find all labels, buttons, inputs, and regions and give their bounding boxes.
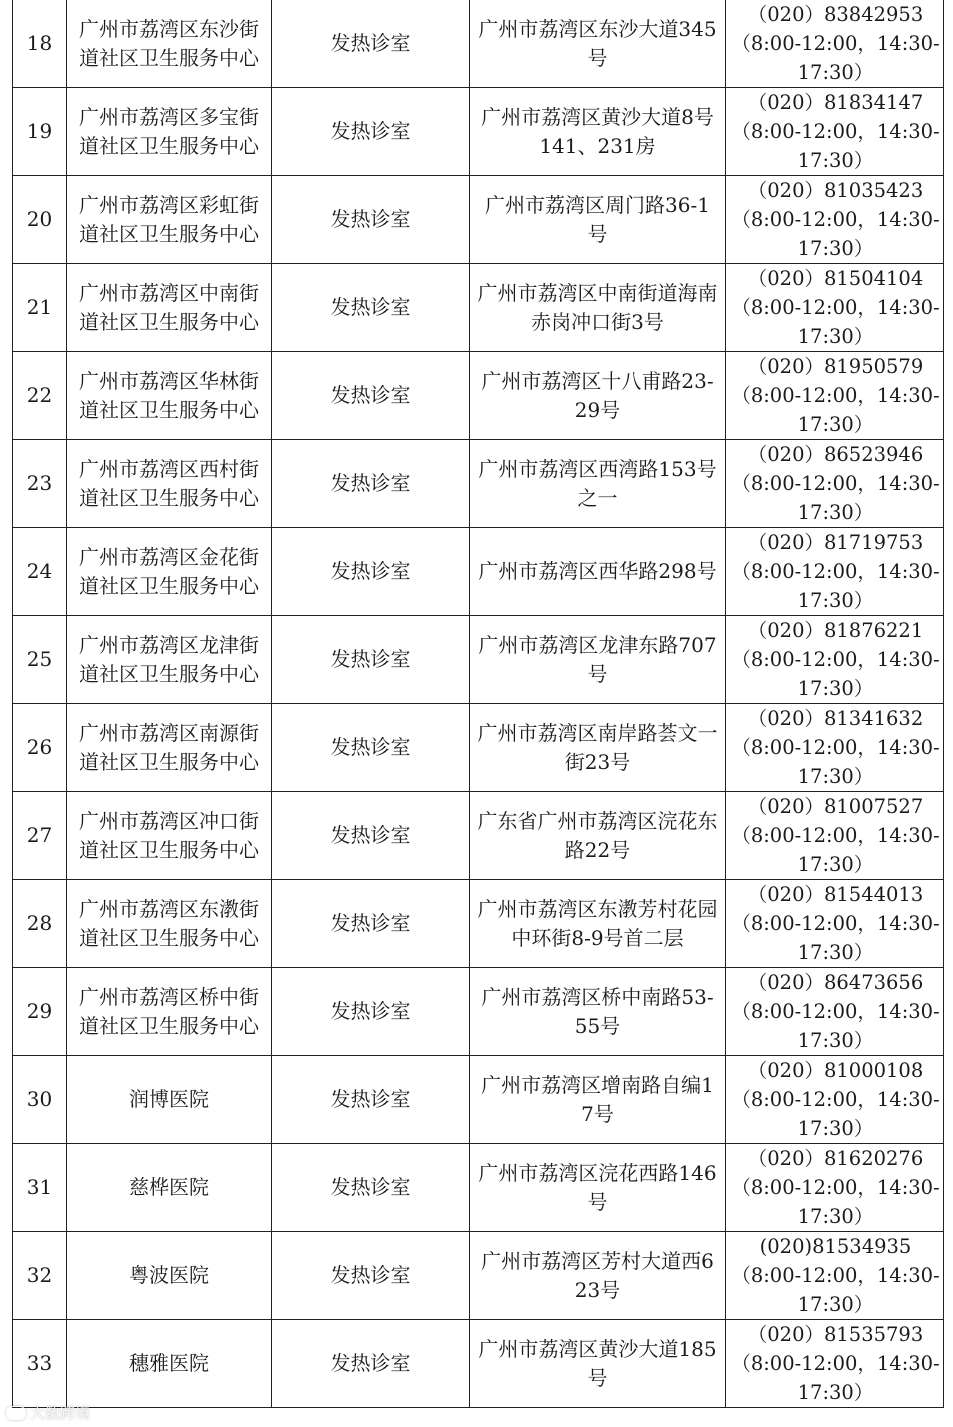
contact-cell bbox=[726, 264, 944, 352]
facility-address-cell bbox=[470, 704, 726, 792]
clinic-type-cell bbox=[272, 176, 470, 264]
camera-logo-icon bbox=[6, 1406, 26, 1420]
facility-address: 广州市荔湾区黄沙大道185号 bbox=[478, 1336, 717, 1390]
facility-address-cell bbox=[470, 1320, 726, 1408]
clinic-type-cell bbox=[272, 968, 470, 1056]
row-number-cell bbox=[13, 880, 67, 968]
clinic-type: 发热诊室 bbox=[330, 471, 411, 495]
clinic-type-cell bbox=[272, 352, 470, 440]
table-row bbox=[13, 968, 944, 1056]
facility-address: 广州市荔湾区东沙大道345号 bbox=[478, 16, 717, 70]
clinic-type-cell bbox=[272, 440, 470, 528]
facility-address: 广州市荔湾区中南街道海南赤岗冲口街3号 bbox=[477, 280, 718, 334]
clinic-type: 发热诊室 bbox=[330, 999, 411, 1023]
row-number-cell bbox=[13, 1232, 67, 1320]
facility-name: 广州市荔湾区彩虹街道社区卫生服务中心 bbox=[79, 192, 259, 246]
clinic-type: 发热诊室 bbox=[330, 1175, 411, 1199]
facility-name-cell bbox=[67, 1232, 272, 1320]
phone-number: （020）81876221 bbox=[747, 619, 924, 642]
watermark-text: 大数跨境 bbox=[30, 1404, 91, 1422]
phone-number: （020）86523946 bbox=[747, 443, 924, 466]
row-number: 30 bbox=[26, 1087, 53, 1111]
opening-hours: （8:00-12:00，14:30-17:30） bbox=[731, 384, 940, 436]
clinic-type-cell bbox=[272, 1144, 470, 1232]
clinic-type: 发热诊室 bbox=[330, 1263, 411, 1287]
clinic-type-cell bbox=[272, 616, 470, 704]
row-number: 18 bbox=[26, 31, 53, 55]
contact-cell bbox=[726, 880, 944, 968]
contact-cell bbox=[726, 792, 944, 880]
facility-name: 广州市荔湾区桥中街道社区卫生服务中心 bbox=[79, 984, 259, 1038]
row-number: 23 bbox=[26, 471, 53, 495]
contact-info bbox=[726, 176, 943, 263]
facility-name-cell bbox=[67, 88, 272, 176]
facility-name: 广州市荔湾区西村街道社区卫生服务中心 bbox=[79, 456, 259, 510]
phone-number: （020）81950579 bbox=[747, 355, 924, 378]
opening-hours: （8:00-12:00，14:30-17:30） bbox=[731, 296, 940, 348]
contact-info bbox=[726, 0, 943, 87]
phone-number: （020）81544013 bbox=[747, 883, 924, 906]
facility-name: 广州市荔湾区多宝街道社区卫生服务中心 bbox=[79, 104, 259, 158]
phone-number: （020）81341632 bbox=[747, 707, 924, 730]
clinic-type-cell bbox=[272, 1056, 470, 1144]
clinic-type: 发热诊室 bbox=[330, 1351, 411, 1375]
row-number: 27 bbox=[26, 823, 53, 847]
opening-hours: （8:00-12:00，14:30-17:30） bbox=[731, 824, 940, 876]
row-number-cell bbox=[13, 528, 67, 616]
facility-address-cell bbox=[470, 1144, 726, 1232]
contact-cell bbox=[726, 1144, 944, 1232]
table-row bbox=[13, 1232, 944, 1320]
contact-info bbox=[726, 968, 943, 1055]
row-number: 28 bbox=[26, 911, 53, 935]
facility-name-cell bbox=[67, 352, 272, 440]
phone-number: （020）81504104 bbox=[747, 267, 924, 290]
phone-number: （020）83842953 bbox=[747, 3, 924, 26]
clinic-type: 发热诊室 bbox=[330, 31, 411, 55]
opening-hours: （8:00-12:00，14:30-17:30） bbox=[731, 208, 940, 260]
table-row bbox=[13, 1320, 944, 1408]
contact-cell bbox=[726, 1232, 944, 1320]
facility-address-cell bbox=[470, 792, 726, 880]
facility-address: 广州市荔湾区南岸路荟文一街23号 bbox=[477, 720, 718, 774]
phone-number: （020）81000108 bbox=[747, 1059, 924, 1082]
facility-address: 广州市荔湾区十八甫路23-29号 bbox=[481, 368, 714, 422]
row-number: 32 bbox=[26, 1263, 53, 1287]
table-row bbox=[13, 176, 944, 264]
contact-info bbox=[726, 616, 943, 703]
facility-address-cell bbox=[470, 264, 726, 352]
phone-number: （020）81535793 bbox=[747, 1323, 924, 1346]
clinic-type: 发热诊室 bbox=[330, 1087, 411, 1111]
clinic-type: 发热诊室 bbox=[330, 295, 411, 319]
facility-name: 润博医院 bbox=[129, 1087, 209, 1111]
row-number-cell bbox=[13, 1144, 67, 1232]
clinic-table bbox=[12, 0, 944, 1408]
row-number: 31 bbox=[26, 1175, 53, 1199]
clinic-type: 发热诊室 bbox=[330, 823, 411, 847]
table-row bbox=[13, 704, 944, 792]
contact-info bbox=[726, 528, 943, 615]
facility-name: 广州市荔湾区金花街道社区卫生服务中心 bbox=[79, 544, 259, 598]
facility-name: 广州市荔湾区龙津街道社区卫生服务中心 bbox=[79, 632, 259, 686]
row-number-cell bbox=[13, 264, 67, 352]
facility-address-cell bbox=[470, 440, 726, 528]
opening-hours: （8:00-12:00，14:30-17:30） bbox=[731, 648, 940, 700]
contact-cell bbox=[726, 88, 944, 176]
clinic-type: 发热诊室 bbox=[330, 119, 411, 143]
facility-name-cell bbox=[67, 528, 272, 616]
phone-number: （020）81719753 bbox=[747, 531, 924, 554]
facility-address: 广东省广州市荔湾区浣花东路22号 bbox=[477, 808, 718, 862]
facility-address: 广州市荔湾区桥中南路53-55号 bbox=[481, 984, 714, 1038]
contact-info bbox=[726, 1320, 943, 1407]
clinic-type-cell bbox=[272, 0, 470, 88]
opening-hours: （8:00-12:00，14:30-17:30） bbox=[731, 1264, 940, 1316]
clinic-type-cell bbox=[272, 880, 470, 968]
facility-name: 粤波医院 bbox=[129, 1263, 209, 1287]
opening-hours: （8:00-12:00，14:30-17:30） bbox=[731, 1000, 940, 1052]
facility-name: 广州市荔湾区东沙街道社区卫生服务中心 bbox=[79, 16, 259, 70]
contact-info bbox=[726, 704, 943, 791]
row-number-cell bbox=[13, 792, 67, 880]
clinic-type: 发热诊室 bbox=[330, 383, 411, 407]
clinic-type-cell bbox=[272, 528, 470, 616]
row-number-cell bbox=[13, 176, 67, 264]
table-row bbox=[13, 528, 944, 616]
row-number: 24 bbox=[26, 559, 53, 583]
contact-cell bbox=[726, 704, 944, 792]
row-number-cell bbox=[13, 1320, 67, 1408]
facility-address-cell bbox=[470, 528, 726, 616]
phone-number: （020）86473656 bbox=[747, 971, 924, 994]
contact-cell bbox=[726, 352, 944, 440]
phone-number: （020）81007527 bbox=[747, 795, 924, 818]
clinic-type: 发热诊室 bbox=[330, 559, 411, 583]
facility-name-cell bbox=[67, 1320, 272, 1408]
contact-cell bbox=[726, 616, 944, 704]
facility-name-cell bbox=[67, 176, 272, 264]
contact-info bbox=[726, 88, 943, 175]
clinic-type: 发热诊室 bbox=[330, 735, 411, 759]
opening-hours: （8:00-12:00，14:30-17:30） bbox=[731, 32, 940, 84]
facility-name: 广州市荔湾区东漖街道社区卫生服务中心 bbox=[79, 896, 259, 950]
facility-name-cell bbox=[67, 1056, 272, 1144]
table-row bbox=[13, 440, 944, 528]
facility-address: 广州市荔湾区浣花西路146号 bbox=[478, 1160, 717, 1214]
opening-hours: （8:00-12:00，14:30-17:30） bbox=[731, 1352, 940, 1404]
facility-address: 广州市荔湾区周门路36-1号 bbox=[485, 192, 710, 246]
facility-address-cell bbox=[470, 1056, 726, 1144]
table-row bbox=[13, 1144, 944, 1232]
row-number-cell bbox=[13, 440, 67, 528]
watermark bbox=[6, 1402, 90, 1423]
facility-name-cell bbox=[67, 968, 272, 1056]
facility-name: 广州市荔湾区中南街道社区卫生服务中心 bbox=[79, 280, 259, 334]
clinic-type-cell bbox=[272, 1232, 470, 1320]
table-row bbox=[13, 1056, 944, 1144]
contact-info bbox=[726, 880, 943, 967]
facility-name-cell bbox=[67, 0, 272, 88]
opening-hours: （8:00-12:00，14:30-17:30） bbox=[731, 120, 940, 172]
facility-name: 广州市荔湾区南源街道社区卫生服务中心 bbox=[79, 720, 259, 774]
clinic-type-cell bbox=[272, 704, 470, 792]
table-row bbox=[13, 264, 944, 352]
opening-hours: （8:00-12:00，14:30-17:30） bbox=[731, 736, 940, 788]
opening-hours: （8:00-12:00，14:30-17:30） bbox=[731, 560, 940, 612]
row-number-cell bbox=[13, 616, 67, 704]
opening-hours: （8:00-12:00，14:30-17:30） bbox=[731, 472, 940, 524]
facility-name: 穗雅医院 bbox=[129, 1351, 209, 1375]
row-number-cell bbox=[13, 704, 67, 792]
phone-number: （020）81035423 bbox=[747, 179, 924, 202]
row-number: 20 bbox=[26, 207, 53, 231]
row-number: 19 bbox=[26, 119, 53, 143]
facility-name-cell bbox=[67, 704, 272, 792]
phone-number: （020）81834147 bbox=[747, 91, 924, 114]
facility-address-cell bbox=[470, 0, 726, 88]
phone-number: (020)81534935 bbox=[759, 1235, 912, 1258]
table-row bbox=[13, 880, 944, 968]
opening-hours: （8:00-12:00，14:30-17:30） bbox=[731, 1088, 940, 1140]
facility-name: 慈桦医院 bbox=[129, 1175, 209, 1199]
facility-name-cell bbox=[67, 264, 272, 352]
row-number: 25 bbox=[26, 647, 53, 671]
facility-address-cell bbox=[470, 880, 726, 968]
row-number: 29 bbox=[26, 999, 53, 1023]
clinic-type-cell bbox=[272, 88, 470, 176]
contact-cell bbox=[726, 1320, 944, 1408]
table-row bbox=[13, 352, 944, 440]
facility-address: 广州市荔湾区龙津东路707号 bbox=[478, 632, 717, 686]
facility-name-cell bbox=[67, 440, 272, 528]
row-number-cell bbox=[13, 968, 67, 1056]
facility-address: 广州市荔湾区芳村大道西623号 bbox=[481, 1248, 714, 1302]
opening-hours: （8:00-12:00，14:30-17:30） bbox=[731, 912, 940, 964]
row-number: 21 bbox=[26, 295, 53, 319]
row-number-cell bbox=[13, 0, 67, 88]
facility-address-cell bbox=[470, 968, 726, 1056]
contact-info bbox=[726, 1144, 943, 1231]
table-row bbox=[13, 616, 944, 704]
contact-info bbox=[726, 264, 943, 351]
contact-cell bbox=[726, 0, 944, 88]
facility-name: 广州市荔湾区冲口街道社区卫生服务中心 bbox=[79, 808, 259, 862]
facility-name-cell bbox=[67, 1144, 272, 1232]
contact-cell bbox=[726, 968, 944, 1056]
contact-info bbox=[726, 352, 943, 439]
facility-address-cell bbox=[470, 616, 726, 704]
facility-name-cell bbox=[67, 616, 272, 704]
facility-address-cell bbox=[470, 1232, 726, 1320]
clinic-type-cell bbox=[272, 792, 470, 880]
clinic-type-cell bbox=[272, 1320, 470, 1408]
contact-info bbox=[726, 440, 943, 527]
facility-name-cell bbox=[67, 792, 272, 880]
facility-address: 广州市荔湾区东漖芳村花园中环街8-9号首二层 bbox=[477, 896, 718, 950]
row-number: 33 bbox=[26, 1351, 53, 1375]
contact-info bbox=[726, 1232, 943, 1319]
row-number-cell bbox=[13, 352, 67, 440]
row-number: 22 bbox=[26, 383, 53, 407]
contact-cell bbox=[726, 440, 944, 528]
clinic-table-body bbox=[13, 0, 944, 1408]
contact-cell bbox=[726, 1056, 944, 1144]
table-row bbox=[13, 792, 944, 880]
clinic-type: 发热诊室 bbox=[330, 207, 411, 231]
facility-address: 广州市荔湾区增南路自编17号 bbox=[481, 1072, 714, 1126]
clinic-type: 发热诊室 bbox=[330, 647, 411, 671]
row-number-cell bbox=[13, 88, 67, 176]
row-number: 26 bbox=[26, 735, 53, 759]
contact-cell bbox=[726, 528, 944, 616]
facility-address-cell bbox=[470, 352, 726, 440]
contact-cell bbox=[726, 176, 944, 264]
clinic-type: 发热诊室 bbox=[330, 911, 411, 935]
facility-address-cell bbox=[470, 88, 726, 176]
facility-name-cell bbox=[67, 880, 272, 968]
facility-address-cell bbox=[470, 176, 726, 264]
table-row bbox=[13, 0, 944, 88]
facility-name: 广州市荔湾区华林街道社区卫生服务中心 bbox=[79, 368, 259, 422]
opening-hours: （8:00-12:00，14:30-17:30） bbox=[731, 1176, 940, 1228]
contact-info bbox=[726, 792, 943, 879]
facility-address: 广州市荔湾区黄沙大道8号141、231房 bbox=[481, 104, 714, 158]
facility-address: 广州市荔湾区西华路298号 bbox=[478, 559, 717, 583]
row-number-cell bbox=[13, 1056, 67, 1144]
contact-info bbox=[726, 1056, 943, 1143]
phone-number: （020）81620276 bbox=[747, 1147, 924, 1170]
facility-address: 广州市荔湾区西湾路153号之一 bbox=[478, 456, 717, 510]
table-row bbox=[13, 88, 944, 176]
clinic-type-cell bbox=[272, 264, 470, 352]
